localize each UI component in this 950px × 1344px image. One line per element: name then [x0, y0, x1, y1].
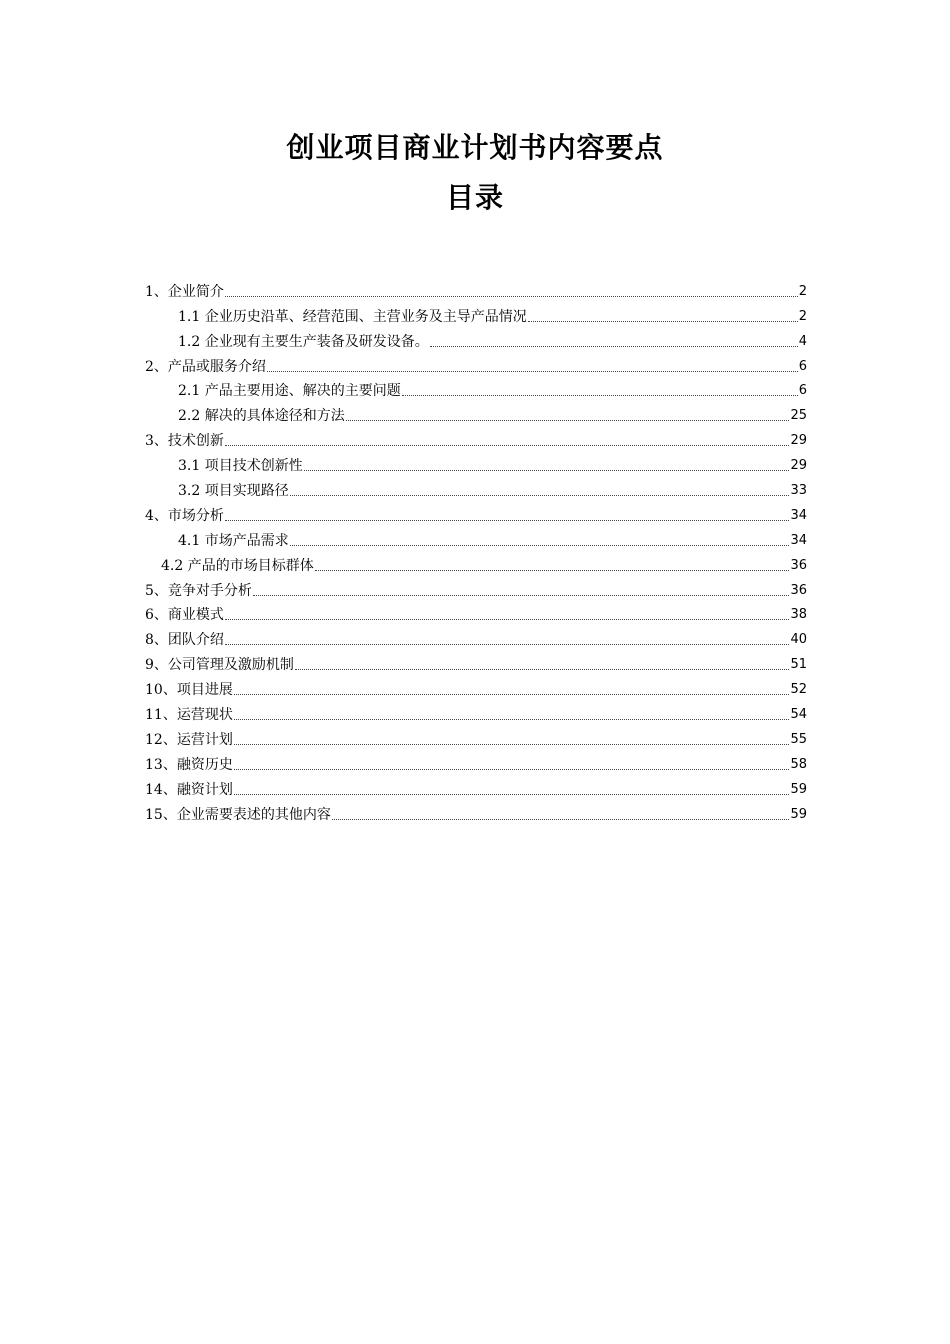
toc-entry-page-number: 34 [790, 532, 807, 548]
toc-dot-leader [332, 819, 790, 820]
toc-entry[interactable] [145, 575, 807, 600]
toc-dot-leader [234, 694, 790, 695]
toc-entry-label: 9、公司管理及激励机制 [145, 657, 294, 674]
toc-entry-page-number: 33 [790, 483, 807, 499]
table-of-contents [145, 276, 807, 824]
toc-entry[interactable] [145, 600, 807, 625]
toc-entry-label: 8、团队介绍 [145, 632, 224, 649]
toc-entry-page-number: 34 [790, 507, 807, 523]
toc-entry[interactable] [145, 624, 807, 649]
toc-entry[interactable] [145, 376, 807, 401]
toc-entry[interactable] [145, 774, 807, 799]
toc-entry-page-number: 36 [790, 557, 807, 573]
toc-entry-page-number: 29 [790, 433, 807, 449]
toc-dot-leader [234, 719, 790, 720]
toc-entry[interactable] [145, 724, 807, 749]
toc-dot-leader [225, 520, 790, 521]
toc-entry-label: 13、融资历史 [145, 756, 233, 773]
toc-entry[interactable] [145, 525, 807, 550]
toc-entry-label: 3.1 项目技术创新性 [178, 458, 303, 475]
toc-entry[interactable] [145, 276, 807, 301]
toc-entry-label: 6、商业模式 [145, 607, 224, 624]
toc-dot-leader [528, 321, 798, 322]
toc-entry-page-number: 2 [798, 308, 807, 324]
toc-entry-page-number: 40 [790, 632, 807, 648]
toc-entry[interactable] [145, 301, 807, 326]
toc-dot-leader [430, 346, 798, 347]
toc-dot-leader [234, 794, 790, 795]
toc-entry-label: 2、产品或服务介绍 [145, 358, 266, 375]
toc-dot-leader [402, 395, 798, 396]
toc-dot-leader [253, 595, 790, 596]
toc-dot-leader [234, 769, 790, 770]
toc-entry-page-number: 6 [798, 383, 807, 399]
toc-entry[interactable] [145, 351, 807, 376]
toc-entry-label: 2.1 产品主要用途、解决的主要问题 [178, 383, 401, 400]
toc-dot-leader [290, 545, 790, 546]
toc-entry-label: 4、市场分析 [145, 507, 224, 524]
toc-entry-page-number: 59 [790, 806, 807, 822]
toc-entry[interactable] [145, 649, 807, 674]
toc-entry-label: 1.2 企业现有主要生产装备及研发设备。 [178, 333, 429, 350]
toc-entry-label: 15、企业需要表述的其他内容 [145, 806, 331, 823]
toc-entry-page-number: 52 [790, 682, 807, 698]
toc-entry[interactable] [145, 799, 807, 824]
toc-entry-page-number: 2 [798, 283, 807, 299]
toc-entry-label: 2.2 解决的具体途径和方法 [178, 408, 345, 425]
toc-entry-page-number: 51 [790, 657, 807, 673]
toc-entry-page-number: 58 [790, 756, 807, 772]
toc-entry-page-number: 6 [798, 358, 807, 374]
document-title: 创业项目商业计划书内容要点 [286, 131, 664, 164]
toc-entry-label: 10、项目进展 [145, 682, 233, 699]
toc-entry-label: 3.2 项目实现路径 [178, 483, 289, 500]
toc-dot-leader [234, 744, 790, 745]
toc-entry-page-number: 25 [790, 408, 807, 424]
toc-entry[interactable] [145, 550, 807, 575]
toc-entry-label: 12、运营计划 [145, 731, 233, 748]
toc-dot-leader [295, 669, 790, 670]
toc-dot-leader [304, 470, 790, 471]
toc-entry[interactable] [145, 500, 807, 525]
toc-entry[interactable] [145, 475, 807, 500]
toc-dot-leader [225, 445, 790, 446]
toc-entry-page-number: 54 [790, 707, 807, 723]
toc-entry[interactable] [145, 326, 807, 351]
toc-heading: 目录 [445, 181, 504, 214]
toc-entry[interactable] [145, 674, 807, 699]
toc-entry[interactable] [145, 425, 807, 450]
toc-entry-label: 1、企业简介 [145, 283, 224, 300]
toc-entry-page-number: 29 [790, 458, 807, 474]
toc-dot-leader [315, 570, 790, 571]
toc-entry-page-number: 4 [798, 333, 807, 349]
toc-entry-label: 1.1 企业历史沿革、经营范围、主营业务及主导产品情况 [178, 308, 527, 325]
toc-dot-leader [225, 619, 790, 620]
toc-entry-label: 4.1 市场产品需求 [178, 532, 289, 549]
toc-entry-label: 14、融资计划 [145, 781, 233, 798]
toc-entry-page-number: 59 [790, 781, 807, 797]
toc-dot-leader [267, 371, 798, 372]
toc-dot-leader [290, 495, 790, 496]
toc-dot-leader [346, 420, 790, 421]
toc-entry-label: 3、技术创新 [145, 433, 224, 450]
toc-entry[interactable] [145, 400, 807, 425]
toc-dot-leader [225, 644, 790, 645]
toc-entry-page-number: 38 [790, 607, 807, 623]
toc-entry-page-number: 55 [790, 731, 807, 747]
toc-entry-label: 5、竞争对手分析 [145, 582, 252, 599]
toc-entry-page-number: 36 [790, 582, 807, 598]
toc-dot-leader [225, 296, 798, 297]
toc-entry[interactable] [145, 450, 807, 475]
toc-entry[interactable] [145, 749, 807, 774]
toc-entry[interactable] [145, 699, 807, 724]
toc-entry-label: 11、运营现状 [145, 707, 233, 724]
toc-entry-label: 4.2 产品的市场目标群体 [161, 557, 314, 574]
